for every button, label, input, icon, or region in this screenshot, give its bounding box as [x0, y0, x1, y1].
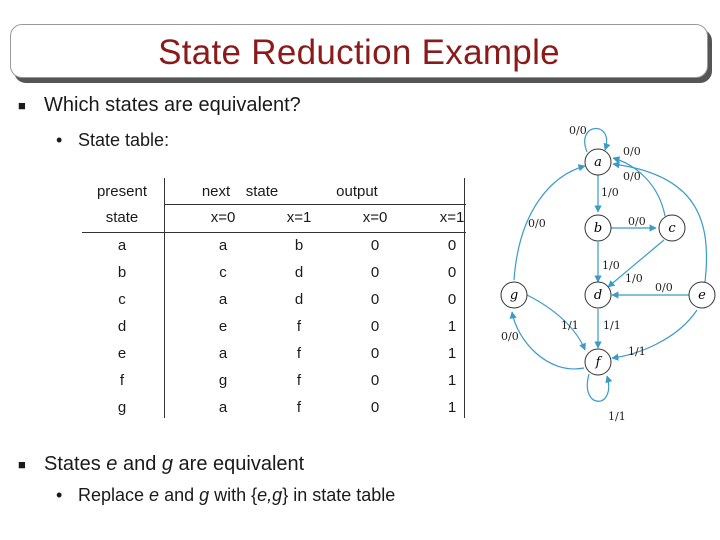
- table-cell: a: [218, 399, 228, 416]
- table-cell: 1: [447, 345, 457, 362]
- subheader-cell: x=0: [362, 209, 388, 226]
- state-node-label: a: [594, 155, 602, 170]
- slide-title: State Reduction Example: [158, 33, 560, 72]
- title-box: [10, 24, 708, 78]
- table-cell: 0: [370, 237, 380, 254]
- edge-c-a: [613, 158, 665, 216]
- edge-label-g-f: 1/1: [561, 319, 579, 332]
- text-run: Replace: [78, 485, 150, 505]
- state-node-label: f: [595, 355, 601, 370]
- table-cell: b: [294, 237, 304, 254]
- dot-bullet-icon: •: [56, 485, 63, 505]
- table-cell: e: [218, 318, 228, 335]
- table-cell: d: [294, 264, 304, 281]
- edge-label-e-a: 0/0: [623, 170, 641, 183]
- present-state-cell: e: [117, 345, 127, 362]
- subheader-cell: state: [105, 209, 139, 226]
- table-cell: a: [218, 291, 228, 308]
- table-cell: 0: [370, 372, 380, 389]
- state-node-e: [689, 282, 715, 308]
- edge-label-g-a: 0/0: [528, 217, 546, 230]
- table-cell: 1: [447, 399, 457, 416]
- state-diagram: [497, 110, 718, 430]
- state-table: [82, 178, 466, 418]
- table-cell: a: [218, 345, 228, 362]
- table-cell: 0: [370, 318, 380, 335]
- state-node-b: [585, 215, 611, 241]
- edge-label-c-d: 1/0: [625, 272, 643, 285]
- edge-label-b-c: 0/0: [628, 215, 646, 228]
- bullet-text: [44, 453, 304, 476]
- edge-label-b-d: 1/0: [602, 259, 620, 272]
- table-cell: f: [296, 372, 302, 389]
- edge-label-f-g: 0/0: [501, 330, 519, 343]
- table-cell: f: [296, 345, 302, 362]
- header-present: present: [96, 183, 148, 200]
- subheader-cell: x=1: [286, 209, 312, 226]
- edge-label-c-a: 0/0: [623, 145, 641, 158]
- text-run: and: [159, 485, 200, 505]
- state-node-d: [585, 282, 611, 308]
- table-cell: 0: [447, 291, 457, 308]
- table-cell: d: [294, 291, 304, 308]
- table-cell: 0: [370, 399, 380, 416]
- state-node-g: [501, 282, 527, 308]
- text-run: and: [117, 453, 162, 475]
- state-node-f: [585, 349, 611, 375]
- state-g-ref: g: [161, 453, 173, 475]
- table-cell: 0: [447, 237, 457, 254]
- bullet-text: State table:: [78, 130, 170, 150]
- edge-label-e-d: 0/0: [655, 281, 673, 294]
- table-cell: 0: [447, 264, 457, 281]
- table-cell: a: [218, 237, 228, 254]
- edge-label-d-f: 1/1: [603, 319, 621, 332]
- table-cell: f: [296, 399, 302, 416]
- edge-e-f: [612, 310, 697, 358]
- state-node-label: e: [698, 288, 706, 303]
- header-next: next: [201, 183, 231, 200]
- square-bullet-icon: ■: [18, 98, 26, 113]
- square-bullet-icon: ■: [18, 457, 26, 472]
- present-state-cell: f: [119, 372, 125, 389]
- state-e-ref: e: [149, 485, 160, 505]
- bullet-text: [78, 485, 395, 506]
- header-output: output: [336, 183, 378, 200]
- bullet-text: Which states are equivalent?: [44, 94, 301, 116]
- present-state-cell: g: [117, 399, 127, 416]
- table-cell: 1: [447, 372, 457, 389]
- table-divider: [164, 178, 165, 418]
- header-state: state: [245, 183, 279, 200]
- present-state-cell: d: [117, 318, 127, 335]
- table-divider: [82, 232, 466, 233]
- state-node-c: [659, 215, 685, 241]
- table-cell: 0: [370, 345, 380, 362]
- edge-a-self: [585, 128, 607, 152]
- state-node-a: [585, 149, 611, 175]
- table-cell: g: [218, 372, 228, 389]
- table-cell: c: [219, 264, 227, 281]
- edge-label-e-f: 1/1: [628, 345, 646, 358]
- table-divider: [164, 204, 466, 205]
- subheader-cell: x=1: [439, 209, 465, 226]
- edge-label-a-b: 1/0: [601, 186, 619, 199]
- state-node-label: b: [593, 221, 603, 236]
- dot-bullet-icon: •: [56, 130, 63, 150]
- present-state-cell: c: [118, 291, 126, 308]
- state-g-ref: g: [199, 485, 210, 505]
- state-node-label: c: [668, 221, 676, 236]
- text-run: are equivalent: [173, 453, 305, 475]
- text-run: } in state table: [282, 485, 396, 505]
- table-cell: f: [296, 318, 302, 335]
- state-e-ref: e: [106, 453, 118, 475]
- state-node-label: d: [593, 288, 603, 303]
- table-cell: 0: [370, 264, 380, 281]
- edge-label-a-self: 0/0: [569, 124, 587, 137]
- text-run: with {: [209, 485, 258, 505]
- table-cell: 1: [447, 318, 457, 335]
- text-run: States: [44, 453, 107, 475]
- edge-f-self: [587, 374, 608, 401]
- present-state-cell: a: [117, 237, 127, 254]
- table-cell: 0: [370, 291, 380, 308]
- present-state-cell: b: [117, 264, 127, 281]
- merged-state-ref: e,g: [257, 485, 283, 505]
- subheader-cell: x=0: [210, 209, 236, 226]
- state-node-label: g: [509, 288, 519, 303]
- edge-g-a: [514, 166, 585, 280]
- edge-label-f-self: 1/1: [608, 410, 626, 423]
